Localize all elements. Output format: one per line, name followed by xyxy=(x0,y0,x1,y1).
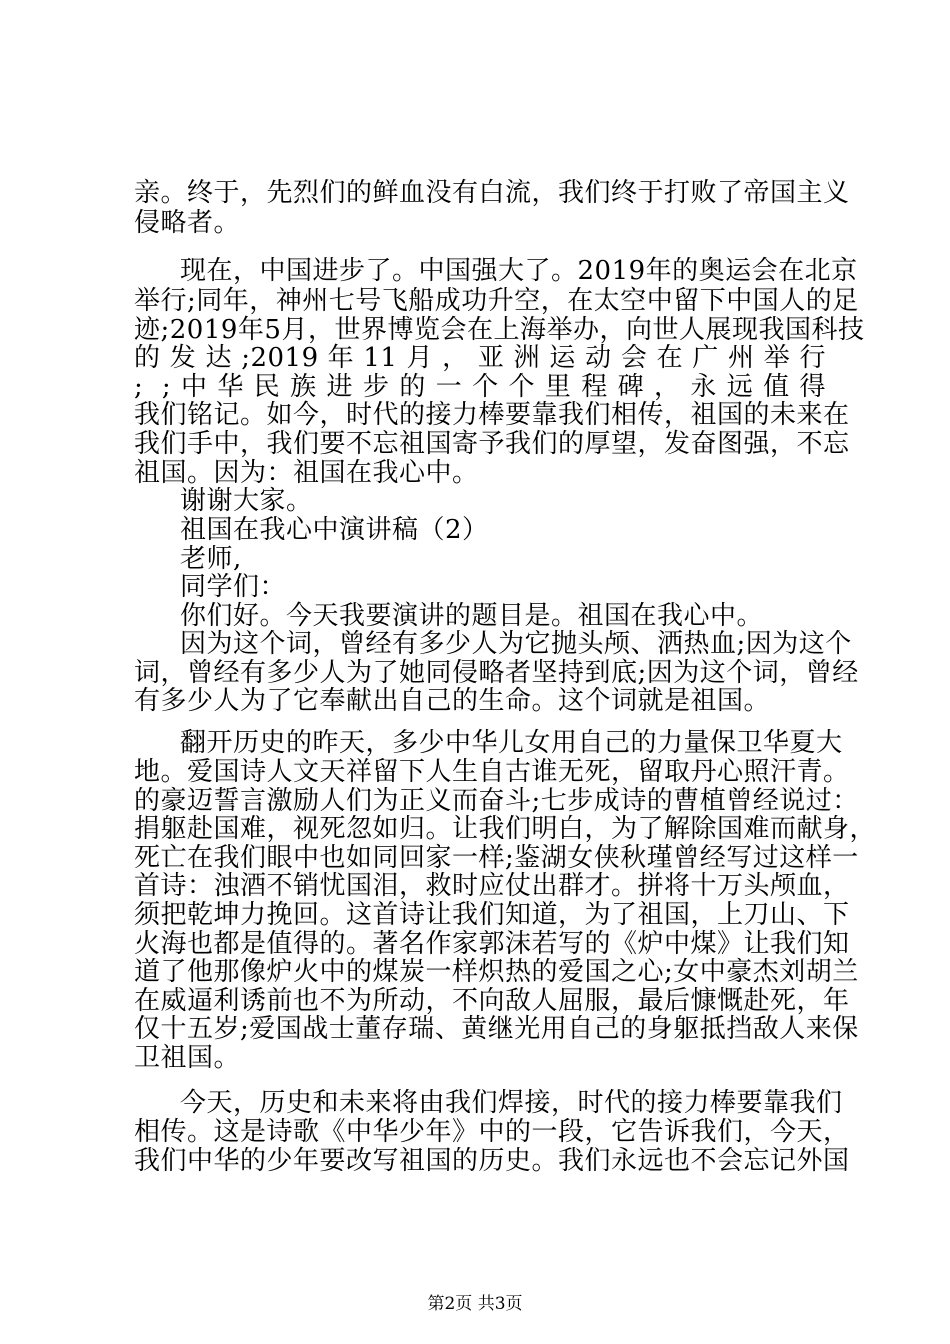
text-line: 仅十五岁;爱国战士董存瑞、黄继光用自己的身躯抵挡敌人来保 xyxy=(134,1014,859,1044)
text-line: 捐躯赴国难，视死忽如归。让我们明白，为了解除国难而献身， xyxy=(134,814,877,844)
text-line: 地。爱国诗人文天祥留下人生自古谁无死，留取丹心照汗青。 xyxy=(134,757,850,787)
text-line: 祖国。因为：祖国在我心中。 xyxy=(134,458,479,488)
text-line: 的 发 达 ;2019 年 11 月 ， 亚 洲 运 动 会 在 广 州 举 行 xyxy=(134,343,826,373)
text-line: 火海也都是值得的。著名作家郭沫若写的《炉中煤》让我们知 xyxy=(134,929,850,959)
text-line: 道了他那像炉火中的煤炭一样炽热的爱国之心;女中豪杰刘胡兰 xyxy=(134,957,859,987)
text-line: ; ;中华民族进步的一个个里程碑，永远值得 xyxy=(134,372,826,402)
page-number: 第2页 共3页 xyxy=(427,1294,523,1314)
text-line: 因为这个词，曾经有多少人为它抛头颅、洒热血;因为这个 xyxy=(180,629,852,659)
text-line: 相传。这是诗歌《中华少年》中的一段，它告诉我们，今天， xyxy=(134,1117,850,1147)
text-line: 死亡在我们眼中也如同回家一样;鉴湖女侠秋瑾曾经写过这样一 xyxy=(134,843,859,873)
text-line: 我们铭记。如今，时代的接力棒要靠我们相传，祖国的未来在 xyxy=(134,400,850,430)
text-line: 在威逼利诱前也不为所动，不向敌人屈服，最后慷慨赴死，年 xyxy=(134,986,850,1016)
text-line: 你们好。今天我要演讲的题目是。祖国在我心中。 xyxy=(180,601,764,631)
text-line: 我们中华的少年要改写祖国的历史。我们永远也不会忘记外国 xyxy=(134,1146,850,1176)
text-line: 举行;同年，神州七号飞船成功升空，在太空中留下中国人的足 xyxy=(134,286,859,316)
text-line: 翻开历史的昨天，多少中华儿女用自己的力量保卫华夏大 xyxy=(180,728,843,758)
text-line: 今天，历史和未来将由我们焊接，时代的接力棒要靠我们 xyxy=(180,1088,843,1118)
text-line: 词，曾经有多少人为了她同侵略者坚持到底;因为这个词，曾经 xyxy=(134,658,859,688)
text-line: 有多少人为了它奉献出自己的生命。这个词就是祖国。 xyxy=(134,686,771,716)
text-line: 亲。终于，先烈们的鲜血没有白流，我们终于打败了帝国主义 xyxy=(134,178,850,208)
text-line: 谢谢大家。 xyxy=(180,486,313,516)
text-line: 须把乾坤力挽回。这首诗让我们知道，为了祖国，上刀山、下 xyxy=(134,900,850,930)
text-line: 我们手中，我们要不忘祖国寄予我们的厚望，发奋图强，不忘 xyxy=(134,429,850,459)
text-line: 老师, xyxy=(180,544,242,574)
text-line: 卫祖国。 xyxy=(134,1043,241,1073)
text-line: 迹;2019年5月，世界博览会在上海举办，向世人展现我国科技 xyxy=(134,315,865,345)
text-line: 祖国在我心中演讲稿（2） xyxy=(180,515,489,545)
text-line: 的豪迈誓言激励人们为正义而奋斗;七步成诗的曹植曾经说过： xyxy=(134,786,859,816)
text-line: 侵略者。 xyxy=(134,208,241,238)
text-line: 现在，中国进步了。中国强大了。2019年的奥运会在北京 xyxy=(180,256,858,286)
text-line: 首诗：浊酒不销忧国泪，救时应仗出群才。拼将十万头颅血， xyxy=(134,871,850,901)
text-line: 同学们： xyxy=(180,572,287,602)
